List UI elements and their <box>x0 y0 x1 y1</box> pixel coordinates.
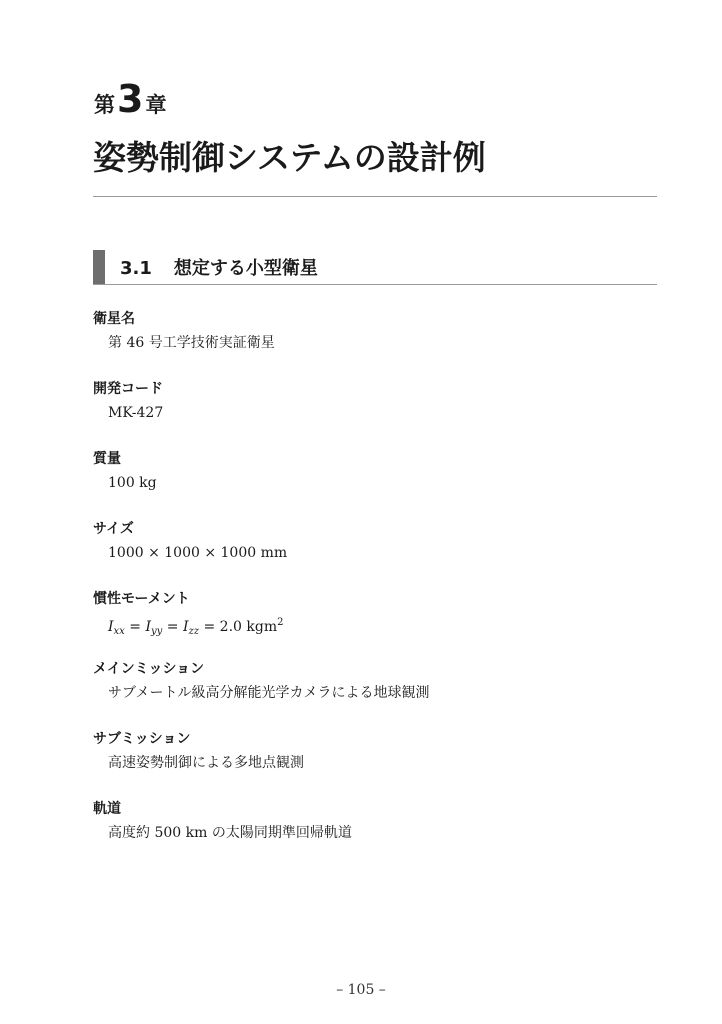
inertia-amount: 2.0 kgm <box>219 619 278 635</box>
entry-label: 開発コード <box>93 381 163 397</box>
entry-value: 100 kg <box>108 475 157 491</box>
entry-sub-mission <box>93 730 657 772</box>
entry-moment-of-inertia <box>93 590 657 641</box>
section-divider <box>93 284 657 285</box>
section-number: 3.1 <box>120 258 152 279</box>
inertia-symbol: I <box>145 619 151 635</box>
subscript-yy: yy <box>150 626 163 637</box>
entry-label: 軌道 <box>93 801 121 817</box>
subscript-xx: xx <box>113 626 125 637</box>
entry-value: MK-427 <box>108 405 164 421</box>
entry-value: 高度約 500 km の太陽同期準回帰軌道 <box>108 825 352 841</box>
entry-value: 1000 × 1000 × 1000 mm <box>108 545 288 561</box>
page-number: – 105 – <box>336 982 386 998</box>
entry-satellite-name <box>93 310 657 352</box>
equals-sign: = <box>203 619 216 635</box>
inertia-symbol: I <box>182 619 189 635</box>
equals-sign: = <box>129 619 141 635</box>
chapter-suffix: 章 <box>145 93 167 117</box>
entry-mass <box>93 450 657 492</box>
entry-value: サブメートル級高分解能光学カメラによる地球観測 <box>108 685 430 701</box>
equals-sign: = <box>166 619 179 635</box>
section-title: 想定する小型衛星 <box>173 258 318 279</box>
entry-label: サブミッション <box>93 731 191 747</box>
chapter-label <box>94 77 167 121</box>
chapter-number: 3 <box>117 77 144 121</box>
chapter-prefix: 第 <box>94 93 115 117</box>
section-marker-bar <box>93 250 105 284</box>
entry-label: サイズ <box>93 521 134 537</box>
entry-value: 第 46 号工学技術実証衛星 <box>108 335 275 351</box>
chapter-title: 姿勢制御システムの設計例 <box>93 138 486 177</box>
chapter-divider <box>93 196 657 197</box>
entry-orbit <box>93 800 657 842</box>
entry-value: 高速姿勢制御による多地点観測 <box>108 755 304 771</box>
subscript-zz: zz <box>188 626 200 637</box>
entry-label: 質量 <box>93 451 121 467</box>
entry-size <box>93 520 657 562</box>
entry-label: 衛星名 <box>93 311 135 327</box>
inertia-symbol: I <box>108 619 114 635</box>
entry-value-formula <box>108 614 657 641</box>
superscript-2: 2 <box>277 617 284 628</box>
section-heading <box>120 258 318 280</box>
entry-development-code <box>93 380 657 422</box>
entry-label: 慣性モーメント <box>93 591 190 607</box>
entry-label: メインミッション <box>93 661 205 677</box>
entry-main-mission <box>93 660 657 702</box>
